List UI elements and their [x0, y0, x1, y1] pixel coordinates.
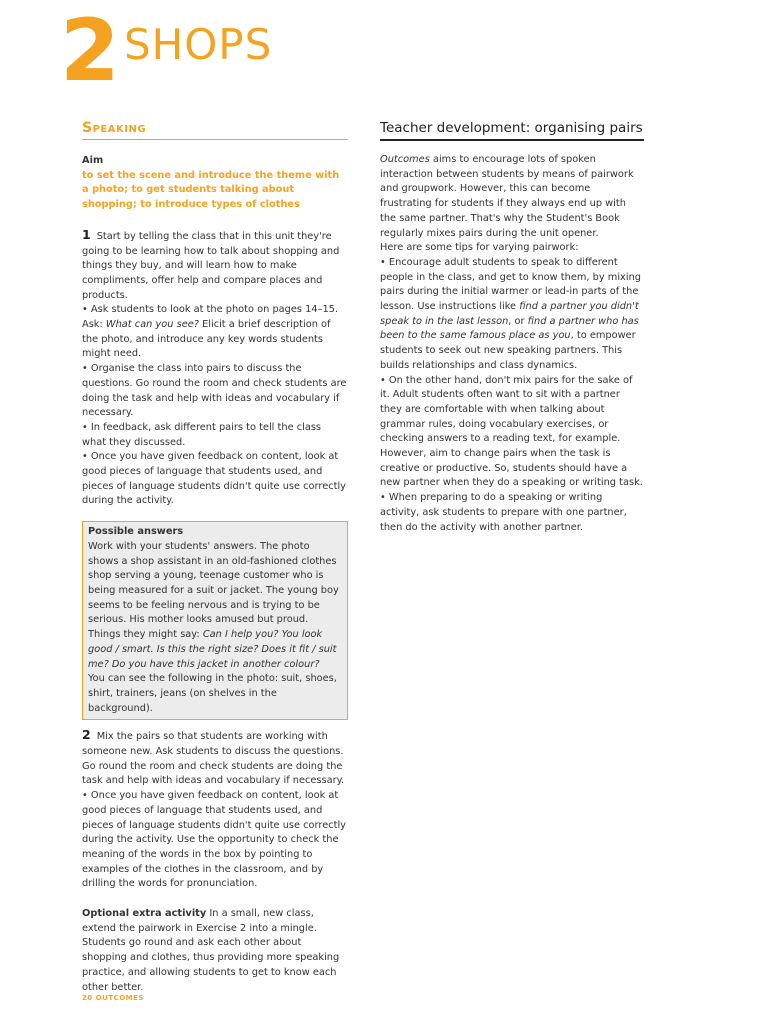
step-2-intro-text: Mix the pairs so that students are working with someone new. Ask students to discuss the questions. Go round the room and check students are doing the task and help with ideas and vocabulary if necessary.: [82, 731, 345, 787]
tip-1: [380, 256, 644, 374]
step-2-bullet-1: • Once you have given feedback on content, look at good pieces of language that students used, and pieces of language students didn't quite use correctly during the activity. Use the opportunity to check the meaning of the words in the box by pointing to examples of the clothes in the classroom, and by drilling the words for pronunciation.: [82, 790, 346, 890]
optional-activity-text: In a small, new class, extend the pairwork in Exercise 2 into a mingle. Students go round and ask each other about shopping and clothes, thus providing more speaking practice, and allowing students to get to know each other better.: [82, 908, 340, 993]
step-1-bullet-2: • Organise the class into pairs to discuss the questions. Go round the room and check students are doing the task and help with ideas and vocabulary if necessary.: [82, 363, 347, 419]
tip-1-example-2: find a partner who has been to the same famous place as you: [380, 315, 639, 342]
teacher-development-intro-text: aims to encourage lots of spoken interaction between students by means of pairwork and groupwork. However, this can become frustrating for students if they always end up with the same partner. That's why the Student's Book regularly mixes pairs during the unit opener.: [380, 154, 634, 239]
teacher-development-column: [380, 120, 644, 535]
possible-answers-phrases: Can I help you? You look good / smart. Is this the right size? Does it fit / suit me? Do you have this jacket in another colour?: [88, 629, 337, 670]
step-1-bullet-1-post: Elicit a brief description of the photo, and introduce any key words students might need.: [82, 319, 331, 360]
tip-1-mid: , or: [508, 315, 528, 327]
step-1-intro: [82, 228, 348, 304]
step-2-intro: [82, 728, 348, 789]
possible-answers-text-3: You can see the following in the photo: suit, shoes, shirt, trainers, jeans (on shelves in the background).: [88, 673, 337, 714]
possible-answers-text-1: Work with your students' answers. The photo shows a shop assistant in an old-fashioned clothes shop serving a young, teenage customer who is being measured for a suit or jacket. The young boy seems to be feeling nervous and is trying to be serious. His mother looks amused but proud.: [88, 540, 339, 626]
page-footer: 20 OUTCOMES: [82, 994, 144, 1002]
step-1-question: What can you see?: [105, 319, 199, 331]
tips-intro: Here are some tips for varying pairwork:: [380, 242, 579, 254]
step-1-number: 1: [82, 226, 91, 242]
possible-answers-text-2: [88, 628, 342, 672]
optional-activity-label: Optional extra activity: [82, 908, 207, 920]
teacher-development-heading: Teacher development: organising pairs: [380, 120, 644, 141]
possible-answers-text-2-pre: Things they might say:: [88, 629, 203, 641]
tip-3: • When preparing to do a speaking or writing activity, ask students to prepare with one partner, then do the activity with another partner.: [380, 492, 627, 533]
step-1-bullet-1-pre: • Ask students to look at the photo on pages 14–15. Ask:: [82, 304, 339, 331]
aim-text: to set the scene and introduce the theme with a photo; to get students talking about shopping; to introduce types of clothes: [82, 169, 340, 211]
unit-number: 2: [60, 1, 118, 101]
step-1-bullet-4: • Once you have given feedback on content, look at good pieces of language that students used, and pieces of language students didn't quite use correctly during the activity.: [82, 451, 346, 507]
optional-activity: [82, 907, 348, 995]
speaking-column: [82, 120, 348, 995]
step-1-bullet-3: • In feedback, ask different pairs to tell the class what they discussed.: [82, 421, 322, 448]
step-2-number: 2: [82, 727, 91, 743]
step-1-intro-text: Start by telling the class that in this unit they're going to be learning how to talk about shopping and things they buy, and will learn how to make compliments, offer help and compare places and products.: [82, 230, 340, 301]
tip-1-example-1: find a partner you didn't speak to in the last lesson: [380, 301, 639, 327]
teacher-development-intro: [380, 153, 644, 241]
tip-1-pre: • Encourage adult students to speak to different people in the class, and get to know them, by mixing pairs during the initial warmer or lead-in parts of the lesson. Use instructions like: [380, 256, 641, 313]
step-1-bullet-1: [82, 303, 348, 362]
tip-2: • On the other hand, don't mix pairs for the sake of it. Adult students often want to sit with a partner they are comfortable with when talking about grammar rules, doing vocabulary exercises, or checking answers to a reading text, for example. However, aim to change pairs when the task is creative or productive. So, students should have a new partner when they do a speaking or writing task.: [380, 374, 643, 489]
possible-answers-box: [82, 521, 348, 720]
speaking-heading: Speaking: [82, 120, 348, 140]
aim-label: Aim: [82, 155, 104, 166]
outcomes-title: Outcomes: [380, 154, 430, 165]
possible-answers-title: Possible answers: [88, 526, 184, 538]
tip-1-post: , to empower students to seek out new speaking partners. This builds relationships and class dynamics.: [380, 330, 636, 371]
unit-title: SHOPS: [124, 20, 273, 69]
